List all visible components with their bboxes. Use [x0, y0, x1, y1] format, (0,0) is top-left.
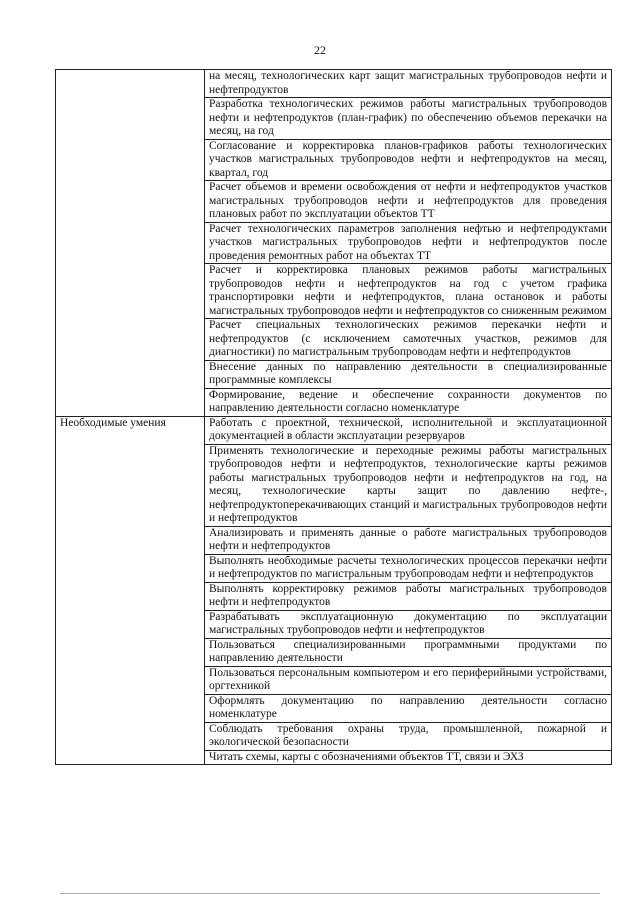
row-label: Необходимые умения	[56, 416, 205, 765]
table-cell: Разрабатывать эксплуатационную документацию по эксплуатации магистральных трубопроводов нефти и нефтепродуктов	[205, 610, 612, 638]
table-cell: Пользоваться персональным компьютером и его периферийными устройствами, оргтехникой	[205, 666, 612, 694]
table-cell: Разработка технологических режимов работы магистральных трубопроводов нефти и нефтепродуктов (план-график) по обеспечению объемов перекачки на месяц, на год	[205, 98, 612, 140]
table-cell: на месяц, технологических карт защит магистральных трубопроводов нефти и нефтепродуктов	[205, 70, 612, 98]
table-cell: Согласование и корректировка планов-графиков работы технологических участков магистральных трубопроводов нефти и нефтепродуктов на месяц, квартал, год	[205, 139, 612, 181]
table-row	[56, 416, 612, 444]
table-cell: Читать схемы, карты с обозначениями объектов ТТ, связи и ЭХЗ	[205, 750, 612, 765]
table-cell: Расчет объемов и времени освобождения от нефти и нефтепродуктов участков магистральных трубопроводов нефти и нефтепродуктов для проведения плановых работ по эксплуатации объектов ТТ	[205, 181, 612, 223]
table-cell: Работать с проектной, технической, исполнительной и эксплуатационной документацией в области эксплуатации резервуаров	[205, 416, 612, 444]
table-cell: Оформлять документацию по направлению деятельности согласно номенклатуре	[205, 694, 612, 722]
table-cell: Формирование, ведение и обеспечение сохранности документов по направлению деятельности согласно номенклатуре	[205, 388, 612, 416]
table-cell: Расчет и корректировка плановых режимов работы магистральных трубопроводов нефти и нефтепродуктов на год с учетом графика транспортировки нефти и нефтепродуктов, плана остановок и работы магистральных трубопроводов нефти и нефтепродуктов со сниженным режимом	[205, 264, 612, 319]
table-cell: Применять технологические и переходные режимы работы магистральных трубопроводов нефти и нефтепродуктов, технологические карты режимов работы магистральных трубопроводов нефти и нефтепродуктов на год, на месяц, технологические карты защит по давлению нефте-, нефтепродуктоперекачивающих станций и магистральных трубопроводов нефти и нефтепродуктов	[205, 444, 612, 526]
row-label	[56, 70, 205, 417]
table-cell: Выполнять необходимые расчеты технологических процессов перекачки нефти и нефтепродуктов по магистральным трубопроводам нефти и нефтепродуктов	[205, 554, 612, 582]
table-body	[56, 70, 612, 765]
table-cell: Выполнять корректировку режимов работы магистральных трубопроводов нефти и нефтепродуктов	[205, 582, 612, 610]
table-row	[56, 70, 612, 98]
table-cell: Расчет технологических параметров заполнения нефтью и нефтепродуктами участков магистральных трубопроводов нефти и нефтепродуктов после проведения ремонтных работ на объектах ТТ	[205, 222, 612, 264]
qualification-table	[55, 69, 612, 765]
bottom-rule	[60, 893, 600, 894]
table-cell: Внесение данных по направлению деятельности в специализированные программные комплексы	[205, 360, 612, 388]
table-cell: Соблюдать требования охраны труда, промышленной, пожарной и экологической безопасности	[205, 722, 612, 750]
table-cell: Пользоваться специализированными программными продуктами по направлению деятельности	[205, 638, 612, 666]
table-cell: Анализировать и применять данные о работе магистральных трубопроводов нефти и нефтепродуктов	[205, 526, 612, 554]
page-number: 22	[314, 43, 326, 57]
table-cell: Расчет специальных технологических режимов перекачки нефти и нефтепродуктов (с исключением самотечных участков, режимов для диагностики) по магистральным трубопроводам нефти и нефтепродуктов	[205, 319, 612, 361]
